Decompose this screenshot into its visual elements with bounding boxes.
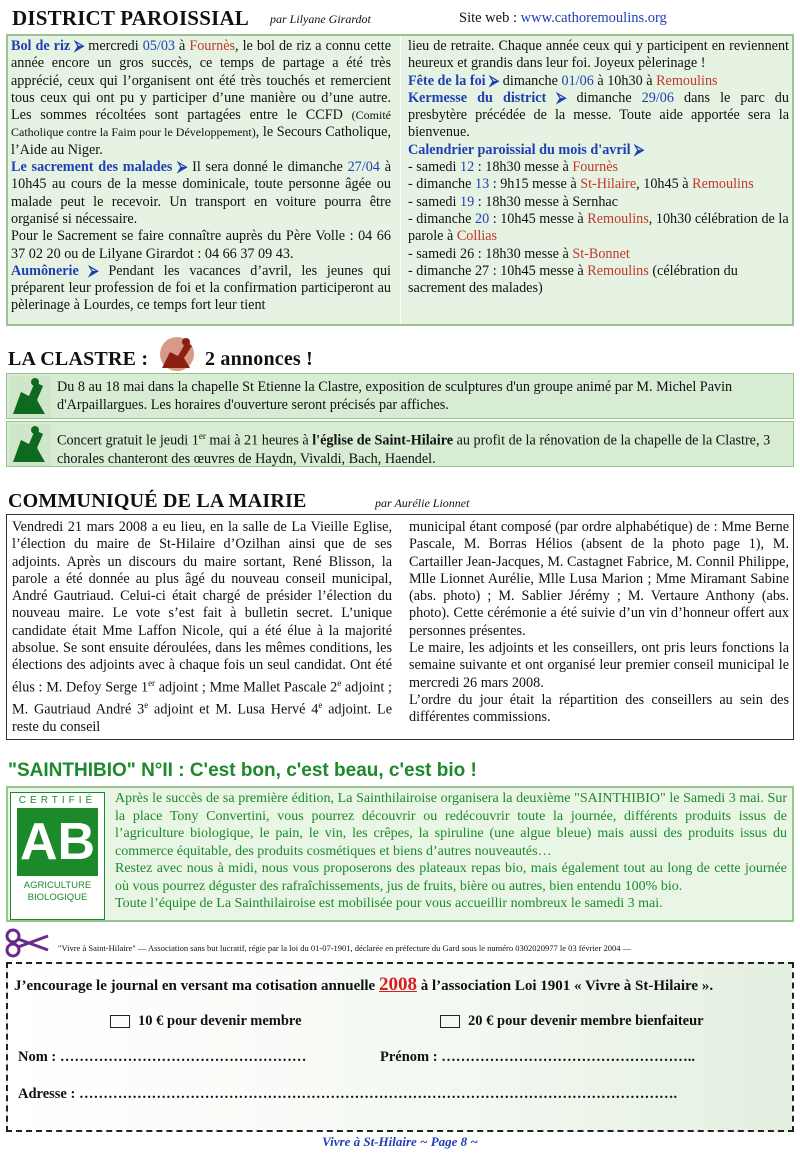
place: Remoulins <box>692 176 754 193</box>
text: dimanche <box>566 89 642 106</box>
text: Pendant les vacances d’avril, les jeunes qui préparent leur profession de foi et la confirmation participeront au pèlerinage à Lourdes, ce temps fort leur tient <box>11 262 391 314</box>
text: , 10h45 à <box>636 176 693 193</box>
text: : 9h15 messe à <box>489 176 581 193</box>
text: : 18h30 messe à <box>474 159 573 176</box>
nom-field[interactable]: Nom : …………………………………………… <box>18 1049 307 1065</box>
calendar-entry <box>408 159 789 176</box>
place: Collias <box>456 228 498 245</box>
calendar-list <box>408 159 789 297</box>
place: Fournès <box>189 38 236 54</box>
clastre-title-2: 2 annonces ! <box>205 348 313 370</box>
text: , le Secours Catholique, l’Aide au Niger. <box>11 124 391 158</box>
aumonerie-continued: lieu de retraite. Chaque année ceux qui y participent en reviennent heureux et grandis dans leur foi. Joyeux pèlerinage ! <box>408 38 789 72</box>
text: , le bol de riz a connu cette année encore un gros succès, ce temps de partage a été très apprécié, ceux qui l’organisent ont été très touchés et remercient tous ceux qui ont pu y participer d’une manière ou d’une autre. Les sommes récoltées sont partagées entre le CCFD <box>11 38 392 124</box>
arrow-icon: ⮚ <box>88 262 99 279</box>
clastre-announcement-2 <box>57 427 789 468</box>
clastre-announcement-1: Du 8 au 18 mai dans la chapelle St Etienne la Clastre, exposition de sculptures d'un groupe animé par M. Michel Pavin d'Arpaillargues. Les horaires d'ouverture seront précisés par affiches. <box>57 379 733 413</box>
text: adjoint et M. Lusa Hervé 4 <box>148 701 319 718</box>
text: - samedi 26 : 18h30 messe à <box>408 245 573 262</box>
calendar-entry <box>408 194 789 211</box>
text: à <box>175 38 190 54</box>
clastre-title: LA CLASTRE : <box>8 348 149 370</box>
paragraph: municipal étant composé (par ordre alphabétique) de : Mme Berne Pascale, M. Borras Hélios (absent de la photo page 1), M. Cartailler Jean-Jacques, M. Castagnet Fabrice, M. Connil Philippe, Mlle Lionnet Aurélie, Mlle Lusa Marion ; Mme Miramant Sabine (abs. photo) ; M. Sablier Jérémy ; M. Vertaure Anthony (abs. photo). Cette cérémonie a été suivie d’un vin d’honneur offert aux personnes présentes. <box>409 519 789 639</box>
fete-item <box>408 73 789 90</box>
text: - samedi <box>408 193 461 210</box>
calendar-title <box>408 142 789 159</box>
superscript: e <box>337 677 342 688</box>
date: 20 <box>474 210 490 227</box>
text: à 10h30 à <box>593 72 657 89</box>
paragraph: Après le succès de sa première édition, La Sainthilairoise organisera la deuxième "SAINTHIBIO" le Samedi 3 mai. Sur la place Tony Convertini, vous pourrez découvrir ou redécouvrir toute la journée, différents produits issus de l’agriculture biologique, le pain, le vin, les crêpes, la spiruline (une algue bleue) mais aussi des produits issus du commerce équitable, des produits cosmétiques et biens d’autres nouveautés… <box>115 791 787 859</box>
text: adjoint. Le reste du conseil <box>12 701 392 735</box>
arrow-icon: ⮚ <box>634 141 645 158</box>
paragraph: Le maire, les adjoints et les conseillers, ont pris leurs fonctions la semaine suivante et ont organisé leur premier conseil municipal le mercredi 26 mars 2008. <box>409 640 789 691</box>
calendar-entry <box>408 263 789 298</box>
logo-agriculture: AGRICULTURE <box>23 880 92 891</box>
superscript: e <box>318 699 323 710</box>
mairie-column-1 <box>12 519 392 736</box>
sacrement-label: Le sacrement des malades <box>11 159 173 176</box>
benefactor-checkbox[interactable] <box>440 1015 460 1028</box>
text: dans le parc du presbytère précédée de la messe. Toute aide apportée sera la bienvenue. <box>408 89 789 141</box>
mairie-column-2 <box>409 519 789 727</box>
district-title: DISTRICT PAROISSIAL <box>12 6 250 30</box>
date: 27/04 <box>347 159 380 176</box>
text: J’encourage le journal en versant ma cotisation annuelle <box>14 978 379 994</box>
logo-biologique: BIOLOGIQUE <box>27 892 88 903</box>
paragraph: L’ordre du jour était la répartition des conseillers au sein des différentes commissions. <box>409 691 789 726</box>
kermesse-item <box>408 90 789 142</box>
paragraph: Restez avec nous à midi, nous vous proposerons des plateaux repas bio, mais également tout au long de cette journée où vous pourrez déguster des rafraîchissements, jus de fruits, bière ou autres, bien entendu 100% bio. <box>115 861 787 894</box>
arrow-icon: ⮚ <box>489 72 500 89</box>
mairie-title: COMMUNIQUÉ DE LA MAIRIE <box>8 490 307 512</box>
text: adjoint ; M. Gautriaud André 3 <box>12 679 392 718</box>
contact-item: Pour le Sacrement se faire connaître auprès du Père Volle : 04 66 37 02 20 ou de Lilyane Girardot : 04 66 37 09 43. <box>11 228 391 262</box>
text: - samedi <box>408 159 461 176</box>
place: St-Hilaire <box>580 176 637 193</box>
text: adjoint ; Mme Mallet Pascale 2 <box>155 679 338 696</box>
sacrement-item <box>11 159 391 228</box>
text: - dimanche 27 : 10h45 messe à <box>408 262 588 279</box>
clastre-row-icon <box>9 376 51 418</box>
district-column-1 <box>11 38 391 315</box>
text: , 10h30 célébration de la parole à <box>408 210 789 245</box>
superscript: e <box>144 699 149 710</box>
member-checkbox[interactable] <box>110 1015 130 1028</box>
arrow-icon: ⮚ <box>556 89 567 106</box>
year: 2008 <box>378 974 417 995</box>
clastre-row-icon <box>9 424 51 466</box>
fete-label: Fête de la foi <box>408 72 486 89</box>
date: 19 <box>460 193 475 210</box>
aumonerie-item <box>11 263 391 315</box>
text: - dimanche <box>408 176 475 193</box>
option-label: 20 € pour devenir membre bienfaiteur <box>468 1013 704 1029</box>
ccfd-expansion: (Comité Catholique contre la Faim pour le Développement) <box>11 108 391 140</box>
option-member[interactable] <box>110 1013 302 1030</box>
district-byline: par Lilyane Girardot <box>270 12 371 26</box>
place: Fournès <box>572 159 619 176</box>
option-benefactor[interactable] <box>440 1013 704 1030</box>
kermesse-label: Kermesse du district <box>408 89 547 106</box>
bio-text <box>115 790 787 913</box>
bio-title: "SAINTHIBIO" N°II : C'est bon, c'est beau, c'est bio ! <box>8 760 477 781</box>
text: Vendredi 21 mars 2008 a eu lieu, en la salle de La Vieille Eglise, l’élection du maire de St-Hilaire d’Ozilhan ainsi que de ses adjoints. Après un discours du maire sortant, René Blisson, la parole a été donnée au plus âgé du nouveau conseil municipal, André Gautriaud. Celui-ci était chargé de présider l’élection du nouveau maire. Le vote s’est fait à bulletin secret. L’unique candidate était Mme Laffon Nicole, qui a été élue à la majorité absolue. Se sont ensuite déroulées, dans les mêmes conditions, les élections des adjoints avec à chaque fois un seul candidat. Ont été élus : M. Defoy Serge 1 <box>12 519 392 696</box>
clastre-icon <box>152 334 202 374</box>
text: : 10h45 messe à <box>489 210 588 227</box>
place: Remoulins <box>587 210 649 227</box>
calendar-entry <box>408 176 789 193</box>
column-divider <box>400 36 401 324</box>
scissors-icon <box>4 928 50 958</box>
text: Il sera donné le dimanche <box>187 159 348 176</box>
text: au profit de la rénovation de la chapelle de la Clastre, 3 chorales chanteront des œuvres de Haydn, Vivaldi, Bach, Haendel. <box>57 432 771 467</box>
venue: l'église de Saint-Hilaire <box>312 432 454 449</box>
calendar-entry <box>408 246 789 263</box>
text: à 10h45 au cours de la messe dominicale, toute personne âgée ou malade peut le recevoir. Un transport en voiture pourra être organisé si nécessaire. <box>11 159 391 227</box>
arrow-icon: ⮚ <box>74 38 85 54</box>
coupon-headline <box>14 974 713 996</box>
date: 12 <box>460 159 475 176</box>
bol-de-riz-item <box>11 38 391 159</box>
option-label: 10 € pour devenir membre <box>138 1013 302 1029</box>
district-column-2 <box>408 38 789 297</box>
text: Concert gratuit le jeudi 1 <box>57 432 199 449</box>
date: 29/06 <box>641 89 674 106</box>
place: Remoulins <box>656 72 718 89</box>
text: dimanche <box>499 72 562 89</box>
bol-de-riz-label: Bol de riz <box>11 38 71 54</box>
logo-ab: AB <box>17 808 98 876</box>
prenom-field[interactable]: Prénom : …………………………………………….. <box>380 1049 695 1065</box>
calendar-entry <box>408 211 789 246</box>
arrow-icon: ⮚ <box>177 159 188 176</box>
clastre-row-1 <box>6 373 794 419</box>
place: Remoulins <box>587 262 649 279</box>
text: (célébration du sacrement des malades) <box>408 262 738 297</box>
text: : 18h30 messe à Sernhac <box>474 193 619 210</box>
date: 01/06 <box>561 72 594 89</box>
site-link[interactable]: www.cathoremoulins.org <box>520 10 667 26</box>
date: 13 <box>474 176 490 193</box>
adresse-field[interactable]: Adresse : ……………………………………………………………………………………………………………. <box>18 1086 678 1102</box>
mairie-byline: par Aurélie Lionnet <box>375 496 470 510</box>
calendar-title-text: Calendrier paroissial du mois d'avril <box>408 141 631 158</box>
logo-certifie: CERTIFIÉ <box>18 795 97 806</box>
superscript: er <box>148 677 156 688</box>
place: St-Bonnet <box>572 245 630 262</box>
page-footer: Vivre à St-Hilaire ~ Page 8 ~ <box>322 1134 478 1149</box>
site-label: Site web : <box>459 10 521 26</box>
aumonerie-label: Aumônerie <box>11 262 79 279</box>
date: 05/03 <box>142 38 176 54</box>
text: mercredi <box>84 38 143 54</box>
clastre-row-2 <box>6 421 794 467</box>
text: à l’association Loi 1901 « Vivre à St-Hilaire ». <box>416 978 714 994</box>
ab-logo <box>10 792 105 920</box>
text: - dimanche <box>408 210 475 227</box>
paragraph: Toute l’équipe de La Sainthilairoise est mobilisée pour vous accueillir nombreux le samedi 3 mai. <box>115 896 663 911</box>
district-site <box>459 10 667 27</box>
text: mai à 21 heures à <box>205 432 313 449</box>
superscript: er <box>198 431 206 441</box>
association-legal: "Vivre à Saint-Hilaire" — Association sans but lucratif, régie par la loi du 01-07-1901, déclarée en préfecture du Gard sous le numéro 0302020977 le 03 février 2004 — <box>58 943 632 953</box>
